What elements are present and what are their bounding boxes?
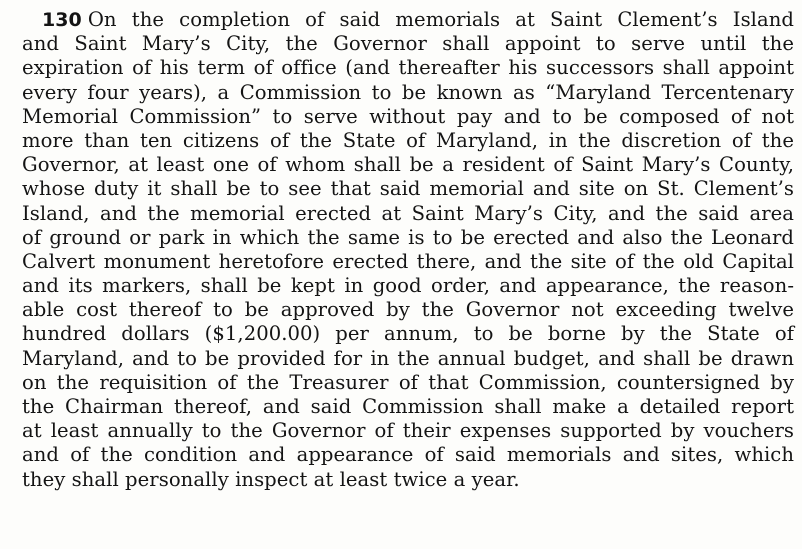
text-line-8: whose duty it shall be to see that said memorial and site on St. Clement’s [22, 177, 794, 201]
text-line-9: Island, and the memorial erected at Saint Mary’s City, and the said area [22, 201, 794, 225]
section-paragraph [22, 8, 794, 492]
text-line-2: and Saint Mary’s City, the Governor shall appoint to serve until the [22, 32, 794, 56]
text-line-4: every four years), a Commission to be known as “Maryland Tercentenary [22, 80, 794, 104]
text-line-1 [22, 8, 794, 32]
text-line-13: able cost thereof to be approved by the Governor not exceeding twelve [22, 298, 794, 322]
text-line-18: at least annually to the Governor of their expenses supported by vouchers [22, 419, 794, 443]
text-line-7: Governor, at least one of whom shall be a resident of Saint Mary’s County, [22, 153, 794, 177]
text-line-6: more than ten citizens of the State of Maryland, in the discretion of the [22, 128, 794, 152]
text-line-5: Memorial Commission” to serve without pay and to be composed of not [22, 104, 794, 128]
text-line-20: they shall personally inspect at least twice a year. [22, 467, 520, 491]
text-line-3: expiration of his term of office (and thereafter his successors shall appoint [22, 56, 794, 80]
text-line-11: Calvert monument heretofore erected there, and the site of the old Capital [22, 249, 794, 273]
text-line-19: and of the condition and appearance of said memorials and sites, which [22, 443, 794, 467]
text-line-17: the Chairman thereof, and said Commission shall make a detailed report [22, 395, 794, 418]
text-line-16: on the requisition of the Treasurer of that Commission, countersigned by [22, 370, 794, 394]
section-number: 130 [42, 9, 82, 31]
text-line-12: and its markers, shall be kept in good order, and appearance, the reason- [22, 274, 794, 298]
text-line-10: of ground or park in which the same is to be erected and also the Leonard [22, 225, 794, 249]
text-line-14: hundred dollars ($1,200.00) per annum, to be borne by the State of [22, 322, 794, 346]
text-line-15: Maryland, and to be provided for in the annual budget, and shall be drawn [22, 346, 794, 370]
line-text: On the completion of said memorials at Saint Clement’s Island [87, 8, 794, 31]
